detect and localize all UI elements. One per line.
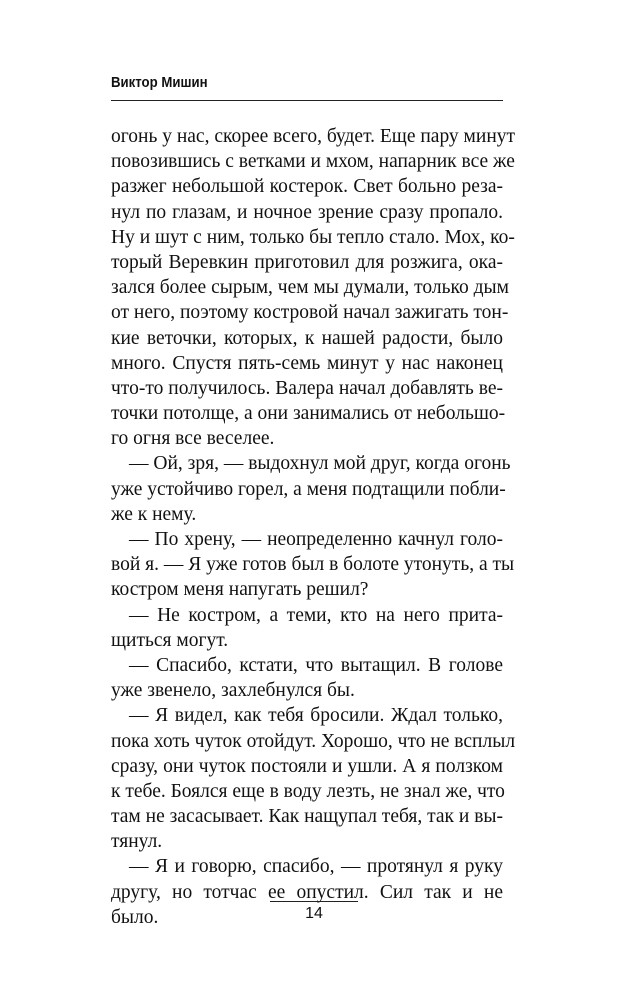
text-line: — По хрену, — неопределенно качнул голо- [129,529,503,550]
text-line: — Не костром, а теми, кто на него прита- [129,604,503,626]
text-line: — Спасибо, кстати, что вытащил. В голове [129,654,503,676]
text-line: же к нему. [111,503,197,525]
text-line: уже звенело, захлебнулся бы. [111,680,355,702]
text-line: пока хоть чуток отойдут. Хорошо, что не всплыл [111,730,516,752]
text-line: разжег небольшой костерок. Свет больно резa- [111,176,503,198]
text-line: костром меня напугать решил? [111,579,369,601]
text-line: зался более сырым, чем мы думали, только дым [111,277,509,299]
text-line: торый Веревкин приготовил для розжига, ока- [111,251,503,273]
text-line: много. Спустя пять-семь минут у нас наконец [111,352,503,374]
text-line: го огня все веселее. [111,428,275,450]
text-line: Ну и шут с ним, только бы тепло стало. Мох, ко- [111,226,515,248]
text-line: щиться могут. [111,629,229,651]
text-line: точки потолще, а они занимались от небольшо- [111,403,506,425]
text-line: вой я. — Я уже готов был в болоте утонуть, а ты [111,554,515,576]
text-line: — Ой, зря, — выдохнул мой друг, когда огонь [129,453,511,475]
header-rule [111,100,503,101]
text-line: другу, но тотчас ее опустил. Сил так и не [111,881,503,903]
text-line: — Я видел, как тебя бросили. Ждал только, [129,705,503,727]
text-line: там не засасывает. Как нащупал тебя, так и вы- [111,806,504,828]
text-line: от него, поэтому костровой начал зажигать тон- [111,302,509,324]
footer-rule [270,901,358,902]
text-line: повозившись с ветками и мхом, напарник все же [111,151,515,173]
body-text [111,124,516,930]
text-line: — Я и говорю, спасибо, — протянул я руку [129,856,503,878]
page-number: 14 [305,905,323,922]
text-line: к тебе. Боялся еще в воду лезть, не знал же, что [111,780,505,802]
text-line: уже устойчиво горел, а меня подтащили побли- [111,478,506,500]
text-line: нул по глазам, и ночное зрение сразу пропало. [111,201,503,223]
text-line: сразу, они чуток постояли и ушли. А я ползком [111,755,503,777]
text-line: тянул. [111,831,163,853]
text-line: огонь у нас, скорее всего, будет. Еще пару минут [111,126,516,147]
text-line: что-то получилось. Валера начал добавлять ве- [111,377,503,399]
text-line: было. [111,906,159,928]
text-line: кие веточки, которых, к нашей радости, было [111,327,503,349]
running-header-author: Виктор Мишин [111,74,208,91]
